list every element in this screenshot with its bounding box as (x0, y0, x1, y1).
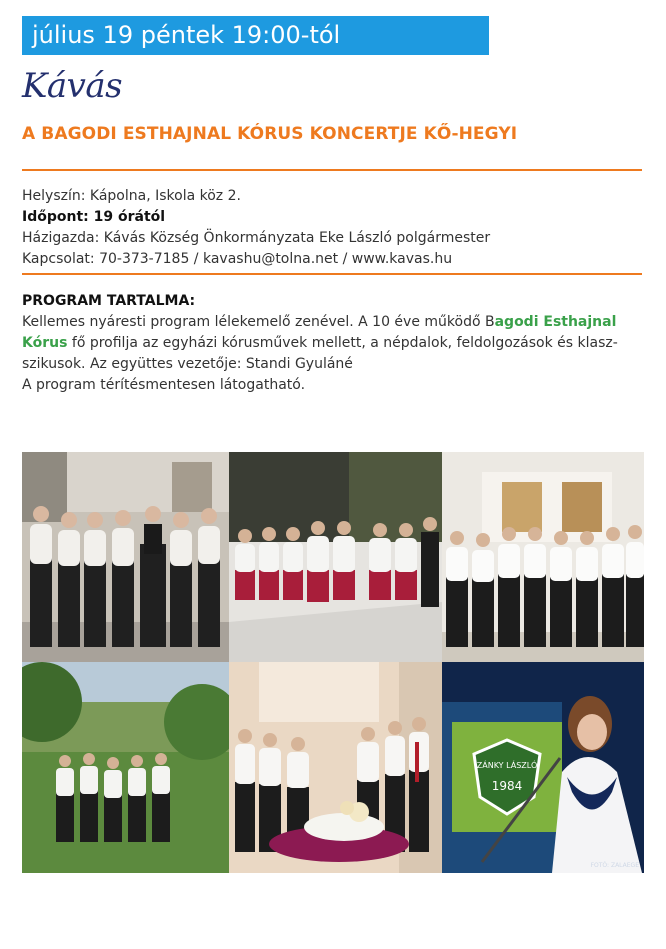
program-text-start: Kellemes nyáresti program lélekemelő zenével. A 10 éve működő B (22, 314, 495, 330)
photo-choir-folk (229, 452, 442, 662)
time-line: Időpont: 19 órától (22, 209, 166, 225)
divider-bottom (22, 273, 642, 275)
program-description (22, 312, 642, 375)
program-section (22, 291, 642, 396)
photo-choir-table (229, 662, 442, 873)
photo-choir-church (442, 452, 644, 662)
event-info (22, 186, 642, 270)
emblem-text: ZÁNKY LÁSZLÓ (476, 761, 538, 770)
choir-name: agodi Esthajnal Kórus (22, 314, 617, 351)
photo-choir-indoor (22, 452, 229, 662)
date-banner: július 19 péntek 19:00-tól (22, 16, 489, 55)
kavas-logo: Kávás (22, 66, 123, 106)
event-title: A BAGODI ESTHAJNAL KÓRUS KONCERTJE KŐ-HEGYI (22, 124, 518, 144)
program-text-end: fő profilja az egyházi kórusművek mellett, a népdalok, feldolgozások és klasz-szikusok. Az együttes vezetője: Standi Gyuláné (22, 335, 618, 372)
divider-top (22, 169, 642, 171)
photo-credit: FOTÓ: ZALAEGE (590, 862, 639, 869)
location-line: Helyszín: Kápolna, Iskola köz 2. (22, 188, 241, 204)
photo-collage (22, 452, 644, 873)
contact-line: Kapcsolat: 70-373-7185 / kavashu@tolna.net / www.kavas.hu (22, 251, 453, 267)
program-free-entry: A program térítésmentesen látogatható. (22, 377, 306, 393)
host-line: Házigazda: Kávás Község Önkormányzata Eke László polgármester (22, 230, 491, 246)
emblem-year: 1984 (491, 779, 523, 793)
photo-soloist (442, 662, 644, 873)
photo-choir-outdoor (22, 662, 229, 873)
program-heading: PROGRAM TARTALMA: (22, 293, 196, 309)
